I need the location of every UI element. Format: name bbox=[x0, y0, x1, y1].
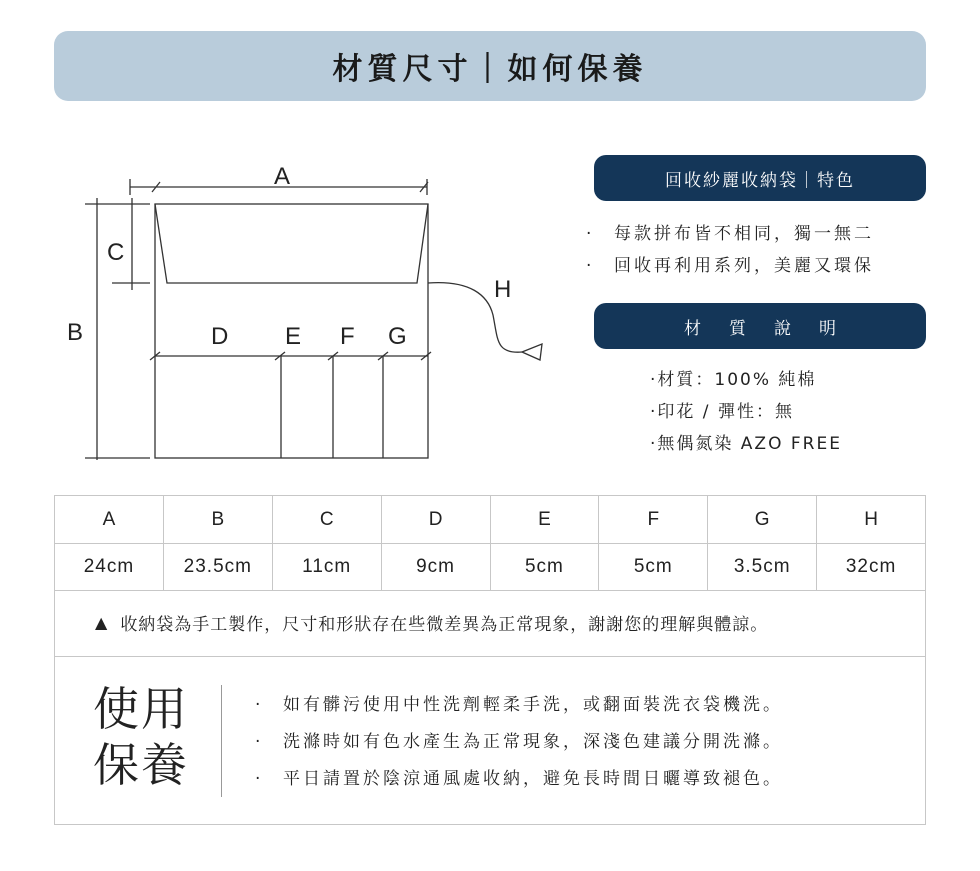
features-title-pill: 回收紗麗收納袋｜特色 bbox=[594, 155, 926, 201]
note-text: 收納袋為手工製作，尺寸和形狀存在些微差異為正常現象，謝謝您的理解與體諒。 bbox=[120, 615, 769, 635]
table-cell: 11cm bbox=[272, 544, 381, 591]
table-header-cell: H bbox=[817, 496, 926, 544]
size-table bbox=[54, 495, 926, 591]
care-title: 使用 保養 bbox=[93, 682, 189, 792]
list-item: ‧印花 / 彈性：無 bbox=[650, 402, 794, 422]
table-header-cell: C bbox=[272, 496, 381, 544]
label-e: E bbox=[285, 323, 302, 350]
label-a: A bbox=[274, 163, 291, 190]
table-row bbox=[55, 544, 926, 591]
list-item: ‧無偶氮染 AZO FREE bbox=[650, 434, 842, 454]
table-header-cell: E bbox=[490, 496, 599, 544]
label-d: D bbox=[211, 323, 229, 350]
table-header-row bbox=[55, 496, 926, 544]
care-section bbox=[54, 656, 926, 825]
features-list bbox=[586, 218, 931, 282]
list-item: · 洗滌時如有色水產生為正常現象，深淺色建議分開洗滌。 bbox=[255, 732, 783, 752]
table-cell: 24cm bbox=[55, 544, 164, 591]
label-f: F bbox=[340, 323, 355, 350]
table-header-cell: B bbox=[163, 496, 272, 544]
care-list bbox=[255, 687, 915, 798]
table-header-cell: A bbox=[55, 496, 164, 544]
table-header-cell: F bbox=[599, 496, 708, 544]
list-item: · 平日請置於陰涼通風處收納，避免長時間日曬導致褪色。 bbox=[255, 769, 783, 789]
triangle-icon: ▲ bbox=[95, 613, 109, 632]
label-h: H bbox=[494, 276, 512, 303]
list-item: · 回收再利用系列，美麗又環保 bbox=[586, 256, 874, 276]
table-header-cell: G bbox=[708, 496, 817, 544]
list-item: · 如有髒污使用中性洗劑輕柔手洗，或翻面裝洗衣袋機洗。 bbox=[255, 695, 783, 715]
table-cell: 3.5cm bbox=[708, 544, 817, 591]
table-cell: 5cm bbox=[599, 544, 708, 591]
list-item: ‧材質：100% 純棉 bbox=[650, 370, 817, 390]
page-title: 材質尺寸｜如何保養 bbox=[332, 52, 648, 87]
table-header-cell: D bbox=[381, 496, 490, 544]
table-cell: 9cm bbox=[381, 544, 490, 591]
handmade-note bbox=[54, 589, 926, 657]
material-title-pill: 材質說明 bbox=[594, 303, 926, 349]
label-b: B bbox=[67, 319, 84, 346]
material-list bbox=[650, 364, 910, 460]
bag-flap bbox=[155, 204, 428, 283]
table-cell: 32cm bbox=[817, 544, 926, 591]
label-g: G bbox=[388, 323, 407, 350]
header-bar bbox=[54, 31, 926, 101]
label-c: C bbox=[107, 239, 125, 266]
list-item: · 每款拼布皆不相同，獨一無二 bbox=[586, 224, 874, 244]
bag-diagram-svg bbox=[0, 140, 570, 480]
size-diagram bbox=[0, 140, 570, 480]
care-divider bbox=[221, 685, 222, 797]
table-cell: 5cm bbox=[490, 544, 599, 591]
table-cell: 23.5cm bbox=[163, 544, 272, 591]
